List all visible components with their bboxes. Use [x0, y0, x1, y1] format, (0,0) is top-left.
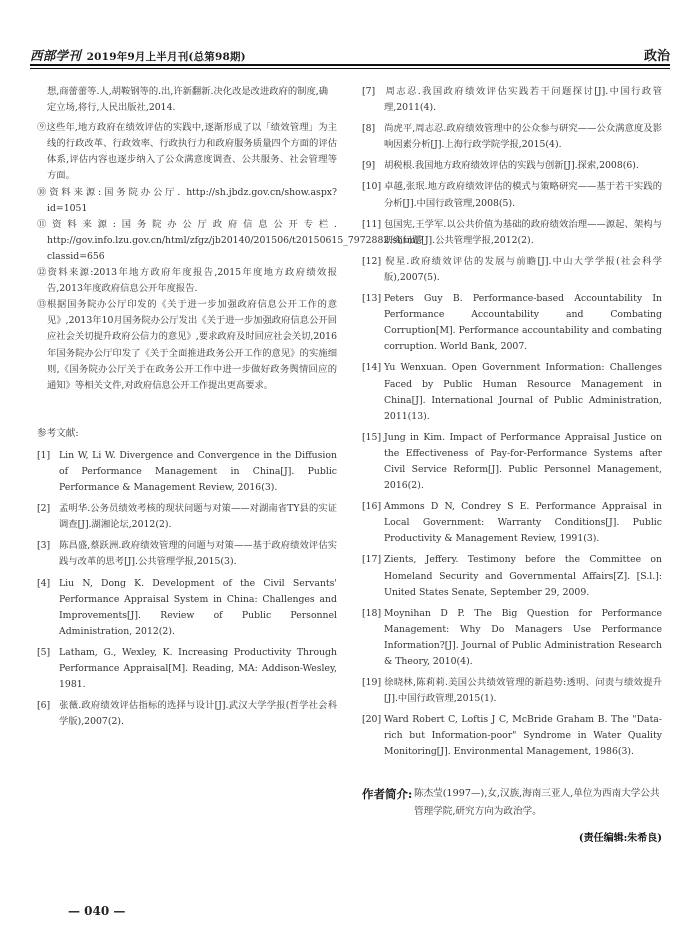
endnote: ⑫资料来源:2013年地方政府年度报告,2015年度地方政府绩效报告,2013年度政府信息公开年度报告.: [37, 267, 337, 295]
endnote: ⑪资料来源:国务院办公厅政府信息公开专栏. http://gov.info.lzu.gov.cn/html/zfgz/jb20140/201506/t20150615_7972882.shtml?classid=656: [37, 218, 424, 262]
reference-item: [4] Liu N, Dong K. Development of the Civil Servants' Performance Appraisal System in China: Challenges and Improvements[J]. Review of Public Personnel Administration, 2012(2).: [37, 577, 337, 637]
reference-item: [18] Moynihan D P. The Big Question for Performance Management: Why Do Managers Use Performance Information?[J]. Journal of Public Administration Research & Theory, 2010(4).: [362, 607, 662, 667]
reference-item: [6] 张薇.政府绩效评估指标的选择与设计[J].武汉大学学报(哲学社会科学版),2007(2).: [37, 700, 337, 728]
reference-item: [17] Zients, Jeffery. Testimony before the Committee on Homeland Security and Governmental Affairs[Z]. [S.l.]: United States Senate, September 29, 2009.: [362, 554, 662, 598]
reference-item: [8] 尚虎平,周志忍.政府绩效管理中的公众参与研究——公众满意度及影响因素分析[J].上海行政学院学报,2015(4).: [362, 123, 662, 151]
editor-credit: (责任编辑:朱希良): [578, 832, 662, 844]
author-bio-text: 陈杰莹(1997—),女,汉族,海南三亚人,单位为西南大学公共管理学院,研究方向为政治学。: [414, 787, 660, 817]
author-bio: [362, 785, 662, 821]
reference-item: [20] Ward Robert C, Loftis J C, McBride Graham B. The "Data-rich but Information-poor" Syndrome in Water Quality Monitoring[J]. Environmental Management, 1986(3).: [362, 714, 662, 758]
reference-item: [10] 卓越,张珉.地方政府绩效评估的模式与策略研究——基于若干实践的分析[J].中国行政管理,2008(5).: [362, 181, 662, 209]
left-column: [37, 84, 424, 735]
reference-item: [15] Jung in Kim. Impact of Performance Appraisal Justice on the Effectiveness of Pay-for-Performance Systems after Civil Service Reform[J]. Public Personnel Management, 2016(2).: [362, 431, 662, 492]
endnote: ⑩资料来源:国务院办公厅. http://sh.jbdz.gov.cn/show.aspx?id=1051: [37, 186, 337, 214]
issue-info: 2019年9月上半月刊(总第98期): [86, 51, 246, 63]
reference-item: [2] 孟明华.公务员绩效考核的现状问题与对策——对湖南省TY县的实证调查[J].湖湘论坛,2012(2).: [37, 503, 337, 531]
reference-item: [7] 周志忍.我国政府绩效评估实践若干问题探讨[J].中国行政管理,2011(4).: [362, 86, 662, 114]
reference-item: [11] 包国宪,王学军.以公共价值为基础的政府绩效治理——源起、架构与研究问题[J].公共管理学报,2012(2).: [362, 218, 662, 246]
reference-item: [5] Latham, G., Wexley, K. Increasing Productivity Through Performance Appraisal[M]. Reading, MA: Addison-Wesley, 1981.: [37, 646, 337, 691]
journal-info: [30, 46, 246, 64]
reference-item: [14] Yu Wenxuan. Open Government Information: Challenges Faced by Public Human Resource Management in China[J]. International Journal of Public Administration, 2011(13).: [362, 362, 662, 422]
reference-item: [9] 胡税根.我国地方政府绩效评估的实践与创新[J].探索,2008(6).: [362, 160, 639, 172]
page-number: — 040 —: [68, 904, 126, 918]
reference-item: [3] 陈昌盛,蔡跃洲.政府绩效管理的问题与对策——基于政府绩效评估实践与改革的思考[J].公共管理学报,2015(3).: [37, 540, 337, 568]
endnote: ⑨这些年,地方政府在绩效评估的实践中,逐渐形成了以「绩效管理」为主线的行政改革、行政效率、行政执行力和政府服务质量四个方面的评估体系,评估内容也逐步纳入了公众满意度调查、公共服务、社会管理等方面。: [37, 122, 337, 182]
reference-item: [1] Lin W, Li W. Divergence and Convergence in the Diffusion of Performance Management in China[J]. Public Performance & Management Review, 2016(3).: [37, 449, 337, 494]
reference-item: [16] Ammons D N, Condrey S E. Performance Appraisal in Local Government: Warranty Conditions[J]. Public Productivity & Management Review, 1991(3).: [362, 501, 662, 545]
reference-item: [19] 徐晓林,陈莉莉.美国公共绩效管理的新趋势:透明、问责与绩效提升[J].中国行政管理,2015(1).: [362, 677, 662, 705]
right-column: [362, 84, 662, 847]
endnote: ⑬根据国务院办公厅印发的《关于进一步加强政府信息公开工作的意见》,2013年10月国务院办公厅发出《关于进一步加强政府信息公开回应社会关切提升政府公信力的意见》,要求政府及时回应社会关切,2016年国务院办公厅印发了《关于全面推进政务公开工作的意见》的实施细则,《国务院办公厅关于在政务公开工作中进一步做好政务舆情回应的通知》等相关文件,对政府信息公开工作提出更高要求。: [37, 299, 337, 391]
references-heading: 参考文献:: [37, 427, 79, 439]
reference-item: [12] 倪星.政府绩效评估的发展与前瞻[J].中山大学学报(社会科学版),2007(5).: [362, 255, 662, 283]
header-rule-thin: [30, 68, 670, 69]
page-header: [30, 44, 670, 68]
author-bio-label: 作者简介:: [362, 786, 413, 801]
journal-title: 西部学刊: [30, 48, 81, 63]
section-label: 政治: [643, 49, 670, 64]
reference-item: [13] Peters Guy B. Performance-based Accountability In Performance Accountability and Combating Corruption[M]. Performance accountability and combating corruption. World Bank, 2007.: [362, 293, 662, 353]
note-continuation: 想,商蕾蕾等.人,胡鞍钢等的.出,许新翻新.决化改是改进政府的制度,确定立场,将行,人民出版社,2014.: [47, 86, 328, 114]
header-rule-thick: [30, 64, 670, 66]
